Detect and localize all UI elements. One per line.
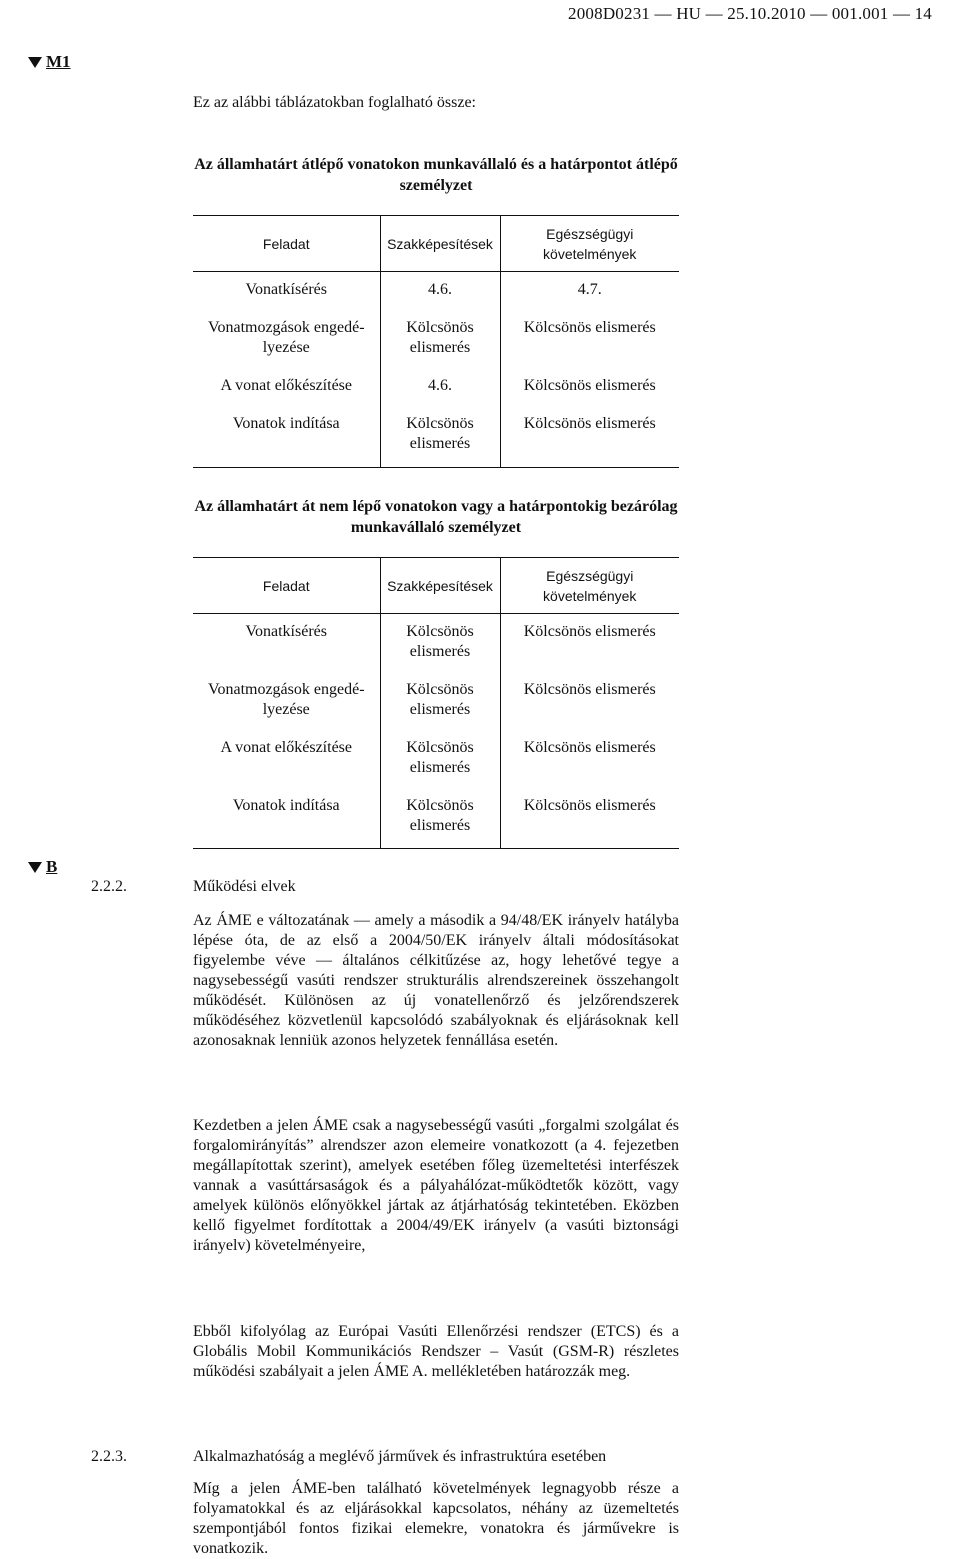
table-cell: Vonatok indítása <box>193 796 380 849</box>
table-cell: Vonatok indítása <box>193 414 380 468</box>
table-cell: Kölcsönös elismerés <box>380 738 500 796</box>
table-cell: Kölcsönös elismerés <box>523 623 656 640</box>
page-header: 2008D0231 — HU — 25.10.2010 — 001.001 — 14 <box>568 4 932 23</box>
header-cell: Feladat <box>193 558 380 614</box>
paragraph: Ebből kifolyólag az Európai Vasúti Ellenőrzési rendszer (ETCS) és a Globális Mobil Kommunikációs Rendszer – Vasút (GSM-R) részletes működési szabályait a jelen ÁME A. mellékletében határozzák meg. <box>193 1323 679 1380</box>
table-cell: Kölcsönös elismerés <box>380 614 500 681</box>
marker-label: B <box>46 857 58 876</box>
header-cell: Szakképesítések <box>380 558 500 614</box>
table-cell: Kölcsönös elismerés <box>380 414 500 468</box>
amendment-marker-b <box>28 857 57 877</box>
table-cell: Vonatkísérés <box>245 623 327 640</box>
table-cell: Vonatmozgások engedé-lyezése <box>207 319 365 356</box>
paragraph: Kezdetben a jelen ÁME csak a nagysebességű vasúti „forgalmi szolgálat és forgalomirányítás” alrendszer azon elemeire vonatkozott (a 4. fejezetben megállapítottak szerint), amelyek esetében főleg üzemeltetési interfészek vannak a vasúttársaságok és a pályahálózat-működtetők között, vagy amelyek különös előnyökkel jártak az átjárhatóság tekintetében. Eközben kellő figyelmet fordítottak a 2004/49/EK irányelv (a vasúti biztonsági irányelv) követelményeire, <box>193 1117 679 1254</box>
table2-title: Az államhatárt át nem lépő vonatokon vagy a határpontokig bezárólag munkavállaló személyzet <box>194 498 678 536</box>
table-cell: Vonatmozgások engedé-lyezése <box>207 681 365 718</box>
table-cell: Kölcsönös elismerés <box>500 414 679 468</box>
table1-title: Az államhatárt átlépő vonatokon munkavállaló és a határpontot átlépő személyzet <box>194 156 678 194</box>
table-row <box>193 318 679 376</box>
table-row <box>193 680 679 738</box>
marker-label: M1 <box>46 52 71 71</box>
header-cell: Feladat <box>193 216 380 272</box>
header-cell: Egészségügyi követelmények <box>500 558 679 614</box>
section-number: 2.2.2. <box>91 878 127 895</box>
table-cell: Kölcsönös elismerés <box>380 680 500 738</box>
table-cell: Kölcsönös elismerés <box>500 796 679 849</box>
intro-text: Ez az alábbi táblázatokban foglalható össze: <box>193 94 476 111</box>
table-cell: Kölcsönös elismerés <box>523 319 656 336</box>
triangle-down-icon <box>28 57 42 68</box>
table-row <box>193 376 679 414</box>
table-cell: 4.6. <box>380 376 500 414</box>
table-header-row <box>193 216 679 272</box>
table-cell: Kölcsönös elismerés <box>380 796 500 849</box>
table-row <box>193 614 679 681</box>
table-row <box>193 272 679 319</box>
table-cell: A vonat előkészítése <box>220 739 352 756</box>
section-title: Alkalmazhatóság a meglévő járművek és infrastruktúra esetében <box>193 1448 607 1465</box>
header-cell: Egészségügyi követelmények <box>500 216 679 272</box>
amendment-marker-m1 <box>28 52 71 72</box>
table2 <box>193 557 679 849</box>
table-cell: Kölcsönös elismerés <box>523 377 656 394</box>
table1 <box>193 215 679 468</box>
header-cell: Szakképesítések <box>380 216 500 272</box>
section-title: Működési elvek <box>193 878 296 895</box>
table-row <box>193 414 679 468</box>
table-row <box>193 738 679 796</box>
table-cell: Vonatkísérés <box>245 281 327 298</box>
table-cell: Kölcsönös elismerés <box>523 739 656 756</box>
table-cell: 4.6. <box>380 272 500 319</box>
table-cell: Kölcsönös elismerés <box>380 318 500 376</box>
table-row <box>193 796 679 849</box>
table-cell: Kölcsönös elismerés <box>523 681 656 698</box>
table-cell: 4.7. <box>577 281 602 298</box>
paragraph: Az ÁME e változatának — amely a második a 94/48/EK irányelv hatályba lépése óta, de az első a 2004/50/EK irányelv általi módosításokat figyelembe véve — általános célkitűzése az, hogy lehetővé tegye a nagysebességű vasúti rendszer strukturális alrendszereinek összehangolt működését. Különösen az új vonatellenőrző és jelzőrendszerek működéséhez közvetlenül kapcsolódó szabályoknak és eljárásoknak kell azonosaknak lenniük azonos helyzetek fennállása esetén. <box>193 912 679 1049</box>
table-header-row <box>193 558 679 614</box>
section-number: 2.2.3. <box>91 1448 127 1465</box>
triangle-down-icon <box>28 862 42 873</box>
paragraph: Míg a jelen ÁME-ben található követelmények legnagyobb része a folyamatokkal és az eljárásokkal kapcsolatos, néhány az üzemeltetés szempontjából fontos fizikai elemekre, vonatokra és járművekre is vonatkozik. <box>193 1480 679 1557</box>
table-cell: A vonat előkészítése <box>220 377 352 394</box>
